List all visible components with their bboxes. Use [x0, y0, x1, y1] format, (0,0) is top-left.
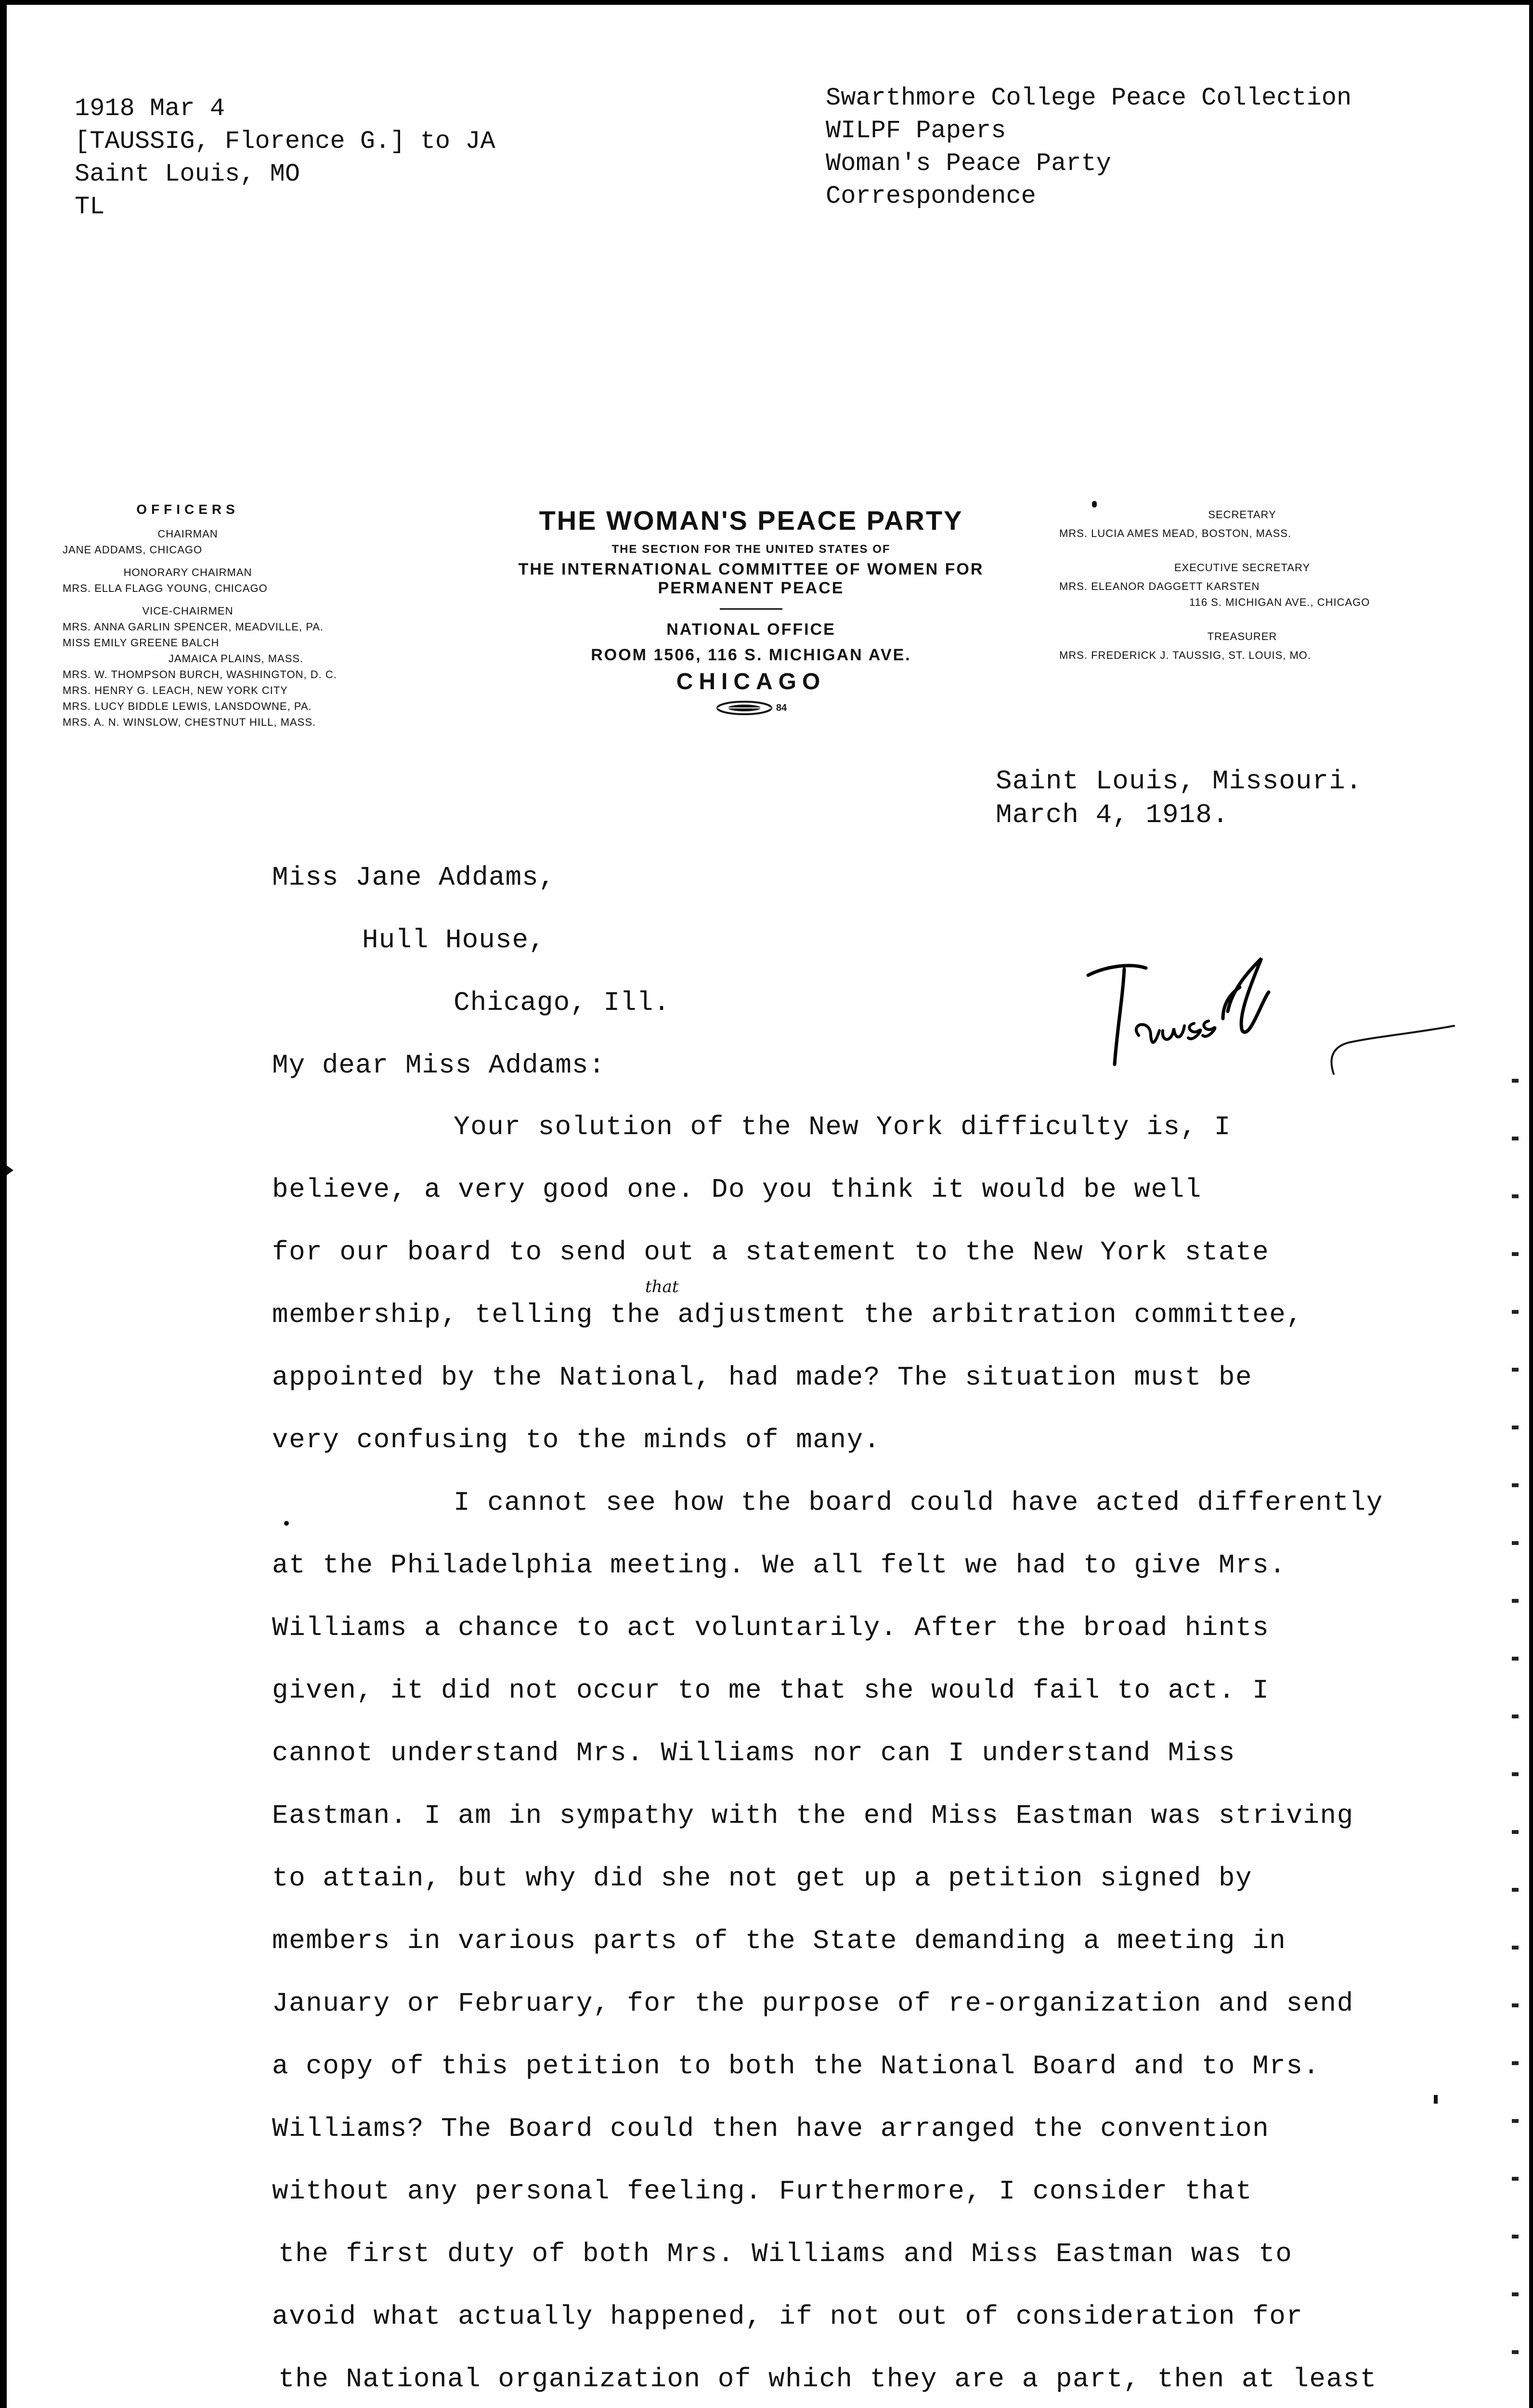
archive-papers: WILPF Papers: [826, 117, 1006, 145]
chairman-title: CHAIRMAN: [157, 528, 218, 540]
archive-author: [TAUSSIG, Florence G.] to JA: [75, 127, 495, 156]
archive-party: Woman's Peace Party: [826, 149, 1111, 178]
body-line-21: the National organization of which they are a part, then at least: [278, 2364, 1377, 2395]
body-line-6: very confusing to the minds of many.: [272, 1425, 881, 1455]
letter-place: Saint Louis, Missouri.: [996, 766, 1363, 797]
body-line-19: the first duty of both Mrs. Williams and Miss Eastman was to: [278, 2238, 1293, 2269]
vice-chair-6: MRS. A. N. WINSLOW, CHESTNUT HILL, MASS.: [63, 716, 316, 728]
body-line-3: for our board to send out a statement to the New York state: [272, 1237, 1270, 1268]
body-line-18: without any personal feeling. Furthermore, I consider that: [272, 2176, 1253, 2207]
office-title: NATIONAL OFFICE: [666, 620, 836, 639]
body-line-12: Eastman. I am in sympathy with the end Miss Eastman was striving: [272, 1800, 1354, 1831]
margin-pencil-mark: [1319, 1021, 1464, 1079]
body-line-16: a copy of this petition to both the National Board and to Mrs.: [272, 2051, 1320, 2081]
chairman-name: JANE ADDAMS, CHICAGO: [63, 544, 203, 556]
permanent-line: PERMANENT PEACE: [658, 579, 844, 597]
vice-chair-5: MRS. LUCY BIDDLE LEWIS, LANSDOWNE, PA.: [63, 700, 312, 712]
archive-date: 1918 Mar 4: [75, 94, 225, 123]
exec-title: EXECUTIVE SECRETARY: [1174, 562, 1311, 574]
scan-edge-right-band: [1512, 1060, 1519, 2408]
body-line-13: to attain, but why did she not get up a petition signed by: [272, 1863, 1253, 1894]
vice-title: VICE-CHAIRMEN: [142, 605, 234, 617]
scan-speck-2: [284, 1521, 289, 1526]
body-line-8: at the Philadelphia meeting. We all felt we had to give Mrs.: [272, 1550, 1286, 1581]
scan-border-right: [1529, 0, 1533, 2408]
archive-type: TL: [75, 193, 105, 221]
body-line-17: Williams? The Board could then have arranged the convention: [272, 2113, 1270, 2144]
body-line-20: avoid what actually happened, if not out of consideration for: [272, 2301, 1303, 2332]
scan-border-top: [0, 0, 1533, 5]
recipient-house: Hull House,: [362, 925, 546, 955]
body-line-1: Your solution of the New York difficulty is, I: [454, 1112, 1231, 1142]
handwritten-taussig-signature: [1078, 939, 1300, 1084]
letter-date: March 4, 1918.: [996, 799, 1229, 830]
scan-speck-3: [1434, 2095, 1438, 2104]
vice-chair-1: MRS. ANNA GARLIN SPENCER, MEADVILLE, PA.: [63, 621, 324, 633]
officers-block: [63, 502, 438, 730]
committee-line: THE INTERNATIONAL COMMITTEE OF WOMEN FOR: [518, 560, 984, 578]
office-city: CHICAGO: [676, 669, 826, 694]
vice-chair-2: MISS EMILY GREENE BALCH: [63, 637, 220, 649]
archive-series: Correspondence: [826, 182, 1036, 210]
salutation: My dear Miss Addams:: [272, 1050, 606, 1081]
archive-right: [826, 82, 1351, 213]
party-name: THE WOMAN'S PEACE PARTY: [539, 505, 963, 536]
body-line-15: January or February, for the purpose of re-organization and send: [272, 1988, 1354, 2019]
union-number: 84: [776, 702, 787, 713]
letterhead-center: [481, 505, 1021, 716]
scan-tick-left: [7, 1165, 13, 1175]
scan-border-left: [0, 0, 7, 2408]
letterhead-right: [1059, 507, 1425, 663]
body-line-10: given, it did not occur to me that she would fail to act. I: [272, 1675, 1270, 1706]
archive-left: [75, 92, 495, 223]
treasurer-title: TREASURER: [1207, 630, 1277, 642]
section-line: THE SECTION FOR THE UNITED STATES OF: [611, 543, 891, 556]
body-line-11: cannot understand Mrs. Williams nor can I understand Miss: [272, 1738, 1236, 1768]
archive-collection: Swarthmore College Peace Collection: [826, 84, 1352, 112]
vice-chair-4: MRS. HENRY G. LEACH, NEW YORK CITY: [63, 684, 288, 696]
recipient-city: Chicago, Ill.: [454, 987, 670, 1018]
officers-heading: OFFICERS: [136, 502, 239, 517]
body-line-9: Williams a chance to act voluntarily. After the broad hints: [272, 1612, 1270, 1643]
treasurer-name: MRS. FREDERICK J. TAUSSIG, ST. LOUIS, MO.: [1059, 649, 1312, 661]
exec-address: 116 S. MICHIGAN AVE., CHICAGO: [1189, 596, 1370, 608]
body-line-5: appointed by the National, had made? The situation must be: [272, 1362, 1253, 1393]
vice-chair-3: MRS. W. THOMPSON BURCH, WASHINGTON, D. C.: [63, 668, 337, 681]
secretary-name: MRS. LUCIA AMES MEAD, BOSTON, MASS.: [1059, 527, 1292, 539]
office-address: ROOM 1506, 116 S. MICHIGAN AVE.: [591, 646, 911, 664]
scan-speck-1: [1092, 501, 1097, 508]
body-line-7: I cannot see how the board could have acted differently: [454, 1487, 1383, 1518]
secretary-title: SECRETARY: [1208, 509, 1276, 521]
recipient-name: Miss Jane Addams,: [272, 862, 556, 893]
body-line-14: members in various parts of the State demanding a meeting in: [272, 1925, 1286, 1956]
union-bug-icon: [715, 700, 773, 716]
honorary-name: MRS. ELLA FLAGG YOUNG, CHICAGO: [63, 582, 268, 594]
honorary-title: HONORARY CHAIRMAN: [123, 566, 252, 578]
correction-note: that: [645, 1277, 679, 1296]
body-line-4: membership, telling the adjustment the arbitration committee,: [272, 1299, 1303, 1330]
exec-name: MRS. ELEANOR DAGGETT KARSTEN: [1059, 580, 1260, 592]
body-line-2: believe, a very good one. Do you think it would be well: [272, 1174, 1202, 1205]
letterhead-rule: [720, 608, 782, 610]
archive-place: Saint Louis, MO: [75, 160, 300, 188]
vice-chair-2-place: JAMAICA PLAINS, MASS.: [169, 653, 304, 665]
union-label: [481, 700, 1021, 716]
